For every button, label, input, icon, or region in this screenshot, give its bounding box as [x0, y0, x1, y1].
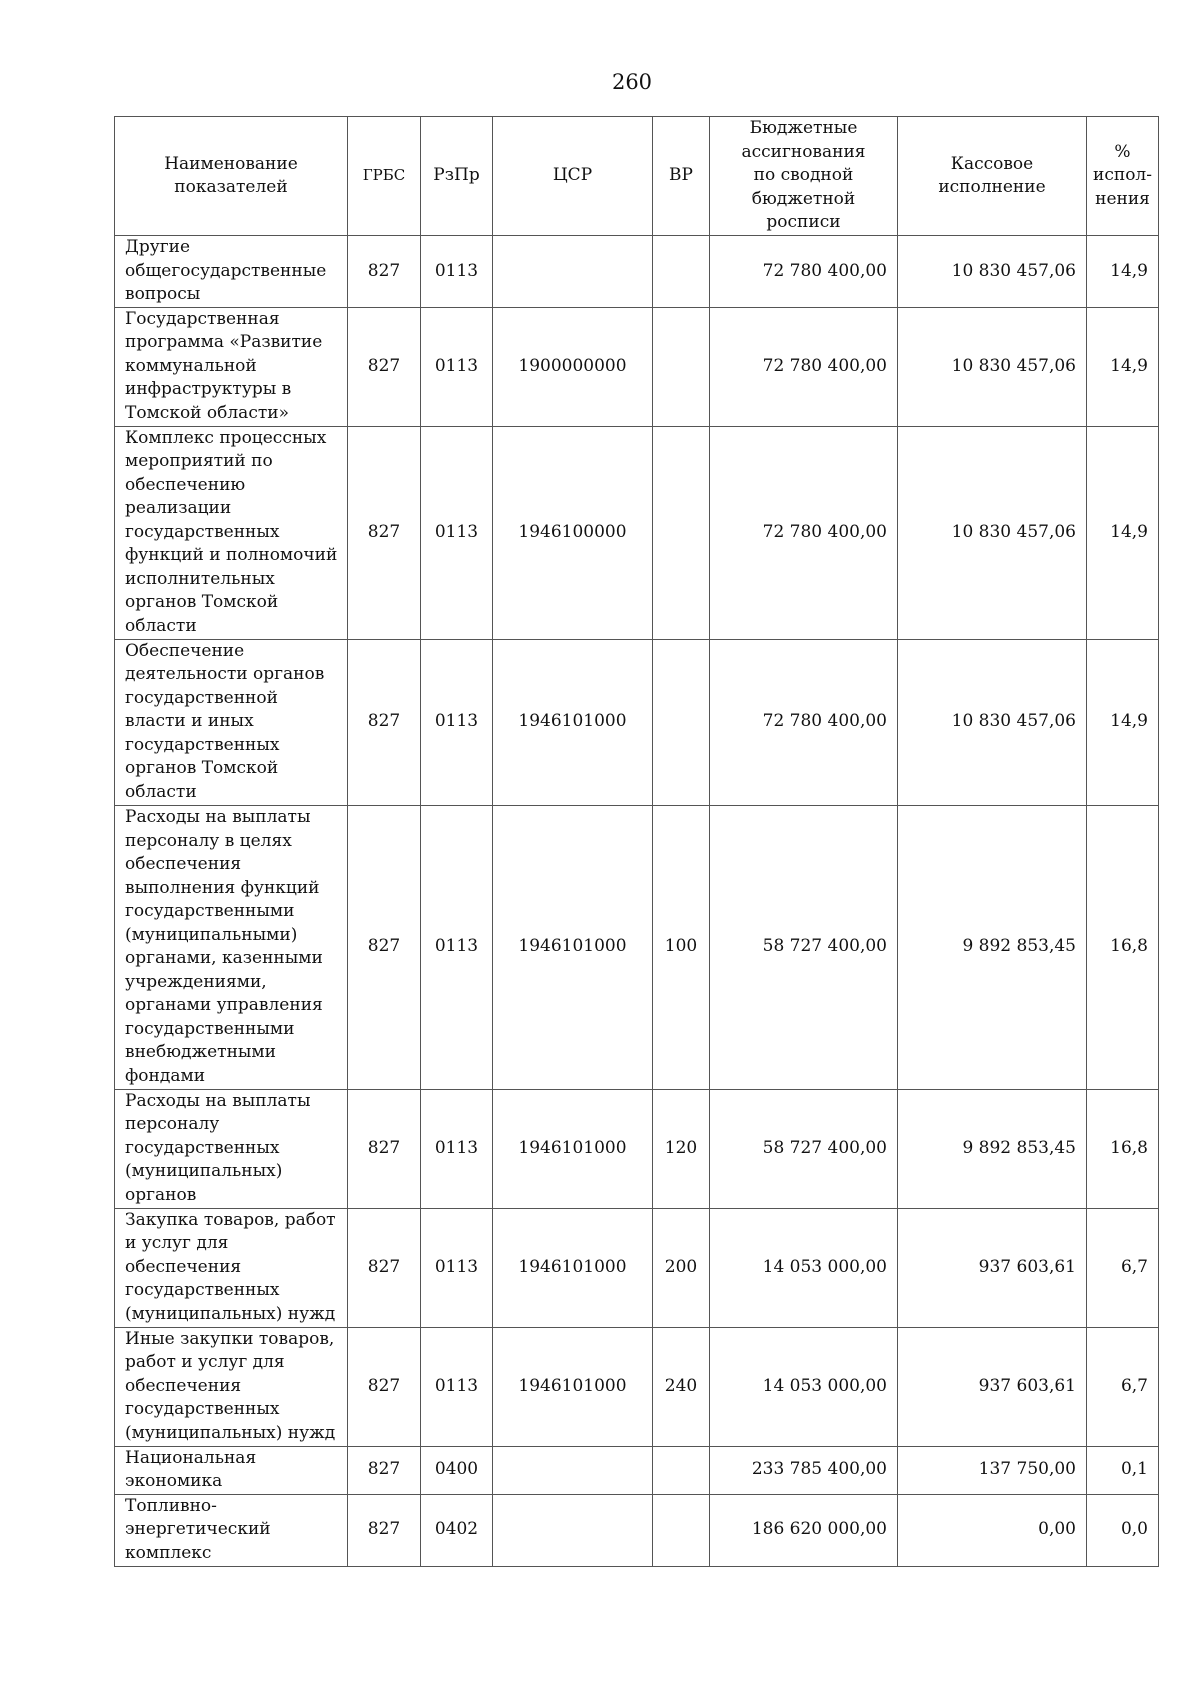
row-percent: 14,9: [1087, 639, 1159, 805]
row-grbs: 827: [348, 1327, 421, 1446]
row-csr: [493, 1446, 653, 1494]
budget-table: [114, 116, 1159, 1567]
row-name: Закупка товаров, работ и услуг для обеспечения государственных (муниципальных) нужд: [115, 1208, 348, 1327]
row-csr: 1946101000: [493, 1089, 653, 1208]
row-csr: [493, 236, 653, 308]
row-percent: 6,7: [1087, 1208, 1159, 1327]
row-assign: 72 780 400,00: [710, 426, 898, 639]
row-assign: 14 053 000,00: [710, 1327, 898, 1446]
row-assign: 233 785 400,00: [710, 1446, 898, 1494]
row-cash: 9 892 853,45: [898, 805, 1087, 1089]
row-percent: 0,1: [1087, 1446, 1159, 1494]
row-vr: [653, 307, 710, 426]
row-vr: 100: [653, 805, 710, 1089]
row-cash: 137 750,00: [898, 1446, 1087, 1494]
row-name: Расходы на выплаты персоналу в целях обеспечения выполнения функций государственными (муниципальными) органами, казенными учреждениями, органами управления государственными внебюджетными фондами: [115, 805, 348, 1089]
row-rzpr: 0113: [421, 1327, 493, 1446]
row-name: Комплекс процессных мероприятий по обеспечению реализации государственных функций и полномочий исполнительных органов Томской области: [115, 426, 348, 639]
row-grbs: 827: [348, 805, 421, 1089]
row-assign: 72 780 400,00: [710, 639, 898, 805]
table-row: [115, 426, 1159, 639]
row-percent: 16,8: [1087, 805, 1159, 1089]
table-row: [115, 1327, 1159, 1446]
table-row: [115, 805, 1159, 1089]
row-cash: 10 830 457,06: [898, 426, 1087, 639]
header-percent: % испол-нения: [1087, 117, 1159, 236]
header-cash: Кассовое исполнение: [898, 117, 1087, 236]
row-csr: [493, 1494, 653, 1566]
row-grbs: 827: [348, 307, 421, 426]
row-csr: 1946101000: [493, 639, 653, 805]
row-grbs: 827: [348, 426, 421, 639]
row-assign: 58 727 400,00: [710, 805, 898, 1089]
row-rzpr: 0113: [421, 639, 493, 805]
row-assign: 72 780 400,00: [710, 236, 898, 308]
row-rzpr: 0113: [421, 426, 493, 639]
row-vr: [653, 426, 710, 639]
header-vr: ВР: [653, 117, 710, 236]
row-grbs: 827: [348, 1494, 421, 1566]
table-row: [115, 307, 1159, 426]
row-name: Обеспечение деятельности органов государственной власти и иных государственных органов Томской области: [115, 639, 348, 805]
row-vr: [653, 1494, 710, 1566]
header-grbs: ГРБС: [348, 117, 421, 236]
row-grbs: 827: [348, 1446, 421, 1494]
row-cash: 10 830 457,06: [898, 639, 1087, 805]
row-rzpr: 0402: [421, 1494, 493, 1566]
row-cash: 10 830 457,06: [898, 307, 1087, 426]
row-assign: 186 620 000,00: [710, 1494, 898, 1566]
page-number: 260: [611, 70, 653, 94]
table-row: [115, 1446, 1159, 1494]
header-row: [115, 117, 1159, 236]
row-name: Государственная программа «Развитие коммунальной инфраструктуры в Томской области»: [115, 307, 348, 426]
row-percent: 14,9: [1087, 236, 1159, 308]
row-csr: 1946100000: [493, 426, 653, 639]
row-name: Иные закупки товаров, работ и услуг для обеспечения государственных (муниципальных) нужд: [115, 1327, 348, 1446]
row-grbs: 827: [348, 236, 421, 308]
row-vr: 200: [653, 1208, 710, 1327]
row-name: Другие общегосударственные вопросы: [115, 236, 348, 308]
row-rzpr: 0113: [421, 1089, 493, 1208]
row-percent: 6,7: [1087, 1327, 1159, 1446]
header-name: Наименование показателей: [115, 117, 348, 236]
table-row: [115, 639, 1159, 805]
row-rzpr: 0113: [421, 236, 493, 308]
row-vr: [653, 639, 710, 805]
table-row: [115, 236, 1159, 308]
row-vr: 120: [653, 1089, 710, 1208]
row-percent: 14,9: [1087, 426, 1159, 639]
row-cash: 9 892 853,45: [898, 1089, 1087, 1208]
table-row: [115, 1089, 1159, 1208]
row-percent: 0,0: [1087, 1494, 1159, 1566]
row-assign: 72 780 400,00: [710, 307, 898, 426]
row-vr: [653, 236, 710, 308]
row-rzpr: 0400: [421, 1446, 493, 1494]
row-name: Расходы на выплаты персоналу государственных (муниципальных) органов: [115, 1089, 348, 1208]
row-csr: 1946101000: [493, 1208, 653, 1327]
row-assign: 14 053 000,00: [710, 1208, 898, 1327]
row-cash: 937 603,61: [898, 1327, 1087, 1446]
row-cash: 0,00: [898, 1494, 1087, 1566]
row-vr: [653, 1446, 710, 1494]
row-percent: 14,9: [1087, 307, 1159, 426]
table-row: [115, 1208, 1159, 1327]
row-csr: 1946101000: [493, 1327, 653, 1446]
row-csr: 1946101000: [493, 805, 653, 1089]
row-name: Национальная экономика: [115, 1446, 348, 1494]
table-row: [115, 1494, 1159, 1566]
header-rzpr: РзПр: [421, 117, 493, 236]
row-percent: 16,8: [1087, 1089, 1159, 1208]
header-assign: Бюджетные ассигнования по сводной бюджетной росписи: [710, 117, 898, 236]
row-rzpr: 0113: [421, 1208, 493, 1327]
row-rzpr: 0113: [421, 805, 493, 1089]
row-cash: 10 830 457,06: [898, 236, 1087, 308]
row-vr: 240: [653, 1327, 710, 1446]
row-cash: 937 603,61: [898, 1208, 1087, 1327]
row-name: Топливно-энергетический комплекс: [115, 1494, 348, 1566]
row-rzpr: 0113: [421, 307, 493, 426]
row-csr: 1900000000: [493, 307, 653, 426]
row-assign: 58 727 400,00: [710, 1089, 898, 1208]
row-grbs: 827: [348, 639, 421, 805]
row-grbs: 827: [348, 1208, 421, 1327]
row-grbs: 827: [348, 1089, 421, 1208]
header-csr: ЦСР: [493, 117, 653, 236]
